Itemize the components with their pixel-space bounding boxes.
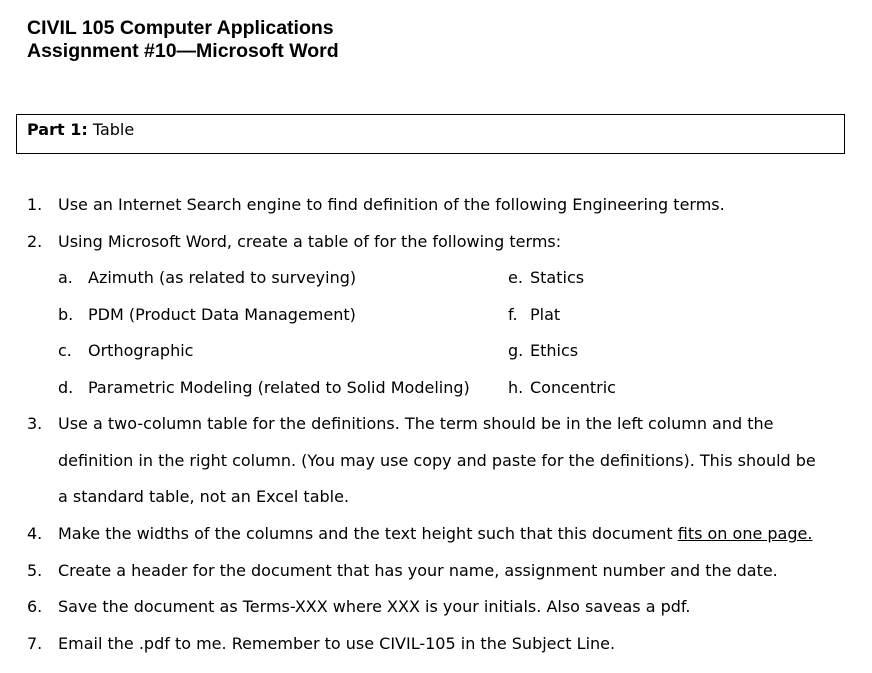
- term-text: Orthographic: [88, 341, 194, 360]
- term-text: Azimuth (as related to surveying): [88, 268, 357, 287]
- item-number: 4.: [27, 524, 43, 543]
- term-letter: a.: [58, 268, 73, 287]
- item-number: 3.: [27, 414, 43, 433]
- term-text: PDM (Product Data Management): [88, 305, 356, 324]
- fits-one-page-emphasis: fits on one page.: [677, 524, 813, 543]
- term-letter: g.: [508, 341, 524, 360]
- term-text: Parametric Modeling (related to Solid Modeling): [88, 378, 470, 397]
- assignment-title: Assignment #10—Microsoft Word: [27, 40, 339, 62]
- term-letter: c.: [58, 341, 72, 360]
- term-text: Statics: [530, 268, 585, 287]
- item-text-line: definition in the right column. (You may use copy and paste for the definitions). This should be: [58, 451, 816, 470]
- item-text: Use an Internet Search engine to find definition of the following Engineering terms.: [58, 195, 725, 214]
- item-number: 7.: [27, 634, 43, 653]
- item-number: 5.: [27, 561, 43, 580]
- term-letter: h.: [508, 378, 524, 397]
- item-number: 2.: [27, 232, 43, 251]
- course-title: CIVIL 105 Computer Applications: [27, 17, 334, 39]
- part-name: Table: [92, 120, 135, 139]
- item-text: Email the .pdf to me. Remember to use CIVIL-105 in the Subject Line.: [58, 634, 616, 653]
- item-number: 1.: [27, 195, 43, 214]
- term-letter: e.: [508, 268, 523, 287]
- term-text: Plat: [530, 305, 561, 324]
- item-text-line: Use a two-column table for the definitions. The term should be in the left column and the: [58, 414, 774, 433]
- part-heading-box: [16, 114, 845, 154]
- term-letter: b.: [58, 305, 74, 324]
- term-text: Ethics: [530, 341, 579, 360]
- term-text: Concentric: [530, 378, 616, 397]
- item-text: Make the widths of the columns and the text height such that this document: [58, 524, 678, 543]
- item-text: Create a header for the document that has your name, assignment number and the date.: [58, 561, 778, 580]
- item-number: 6.: [27, 597, 43, 616]
- item-text-line: a standard table, not an Excel table.: [58, 487, 350, 506]
- item-text: Save the document as Terms-XXX where XXX is your initials. Also saveas a pdf.: [58, 597, 691, 616]
- term-letter: f.: [508, 305, 518, 324]
- part-label: Part 1:: [27, 120, 88, 139]
- term-letter: d.: [58, 378, 74, 397]
- item-text: Using Microsoft Word, create a table of for the following terms:: [58, 232, 562, 251]
